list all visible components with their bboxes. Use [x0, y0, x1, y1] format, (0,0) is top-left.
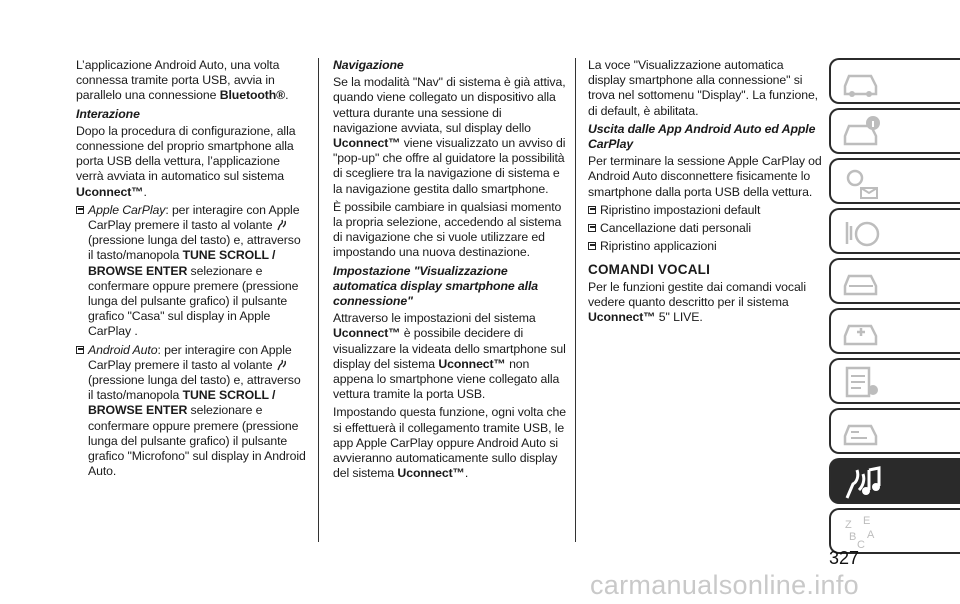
watermark: carmanualsonline.info [590, 570, 859, 600]
car-dashboard-icon [841, 64, 881, 100]
bullet-icon [588, 242, 596, 250]
car-specs-icon [841, 414, 881, 450]
bullet-icon [76, 346, 84, 354]
page-number: 327 [829, 548, 860, 568]
tab-starting-driving[interactable] [829, 258, 960, 304]
voice-command-icon [276, 359, 288, 371]
svg-text:A: A [867, 529, 875, 541]
voice-command-icon [276, 219, 288, 231]
subheading: Interazione [76, 106, 140, 121]
paragraph: Attraverso le impostazioni del sistema Uconnect™ è possibile decidere di visualizzare la videata dello smartphone sul display del sistema Uconnect™ non appena lo smartphone viene collegato alla vettura tramite la porta USB. [333, 311, 566, 402]
tab-servicing[interactable] [829, 358, 960, 404]
svg-text:C: C [857, 539, 865, 550]
paragraph: Dopo la procedura di configurazione, alla connessione del proprio smartphone alla porta USB della vettura, l’applicazione verrà avviata in automatico sul sistema Uconnect™. [76, 123, 296, 199]
section-title: COMANDI VOCALI [588, 262, 711, 278]
car-info-icon [841, 114, 881, 150]
paragraph: La voce "Visualizzazione automatica display smartphone alla connessione" si trova nel sottomenu "Display". La funzione, di default, è abilitata. [588, 58, 819, 118]
tab-getting-to-know[interactable] [829, 108, 960, 154]
tab-technical-data[interactable] [829, 408, 960, 454]
subheading: Uscita dalle App Android Auto ed Apple CarPlay [588, 121, 816, 152]
text-column-1 [76, 58, 308, 482]
list-item: Android Auto: per interagire con Apple CarPlay premere il tasto al volante (pressione lunga del tasto) e, attraverso il tasto/manopola TUNE SCROLL / BROWSE ENTER selezionare e confermare oppure premere (pressione lunga del pulsante grafico) il pulsante grafico "Microfono" sul display in Android Auto. [76, 343, 308, 480]
warning-light-icon [841, 164, 881, 200]
column-divider [318, 58, 319, 542]
paragraph: L’applicazione Android Auto, una volta connessa tramite porta USB, avvia in parallelo una connessione Bluetooth®. [76, 58, 289, 103]
list-item: Cancellazione dati personali [588, 221, 824, 236]
tab-multimedia[interactable] [829, 458, 960, 504]
car-emergency-icon [841, 314, 881, 350]
alphabet-index-icon [841, 514, 881, 550]
tab-warning-lights[interactable] [829, 158, 960, 204]
list-item: Apple CarPlay: per interagire con Apple CarPlay premere il tasto al volante (pressione lunga del tasto) e, attraverso il tasto/manopola TUNE SCROLL / BROWSE ENTER selezionare e confermare oppure premere (pressione lunga del pulsante grafico) il pulsante grafico "Casa" sul display in Apple CarPlay . [76, 203, 308, 340]
paragraph: È possibile cambiare in qualsiasi momento la propria selezione, accedendo al sistema di navigazione che si vuole utilizzare ed impostando una nuova destinazione. [333, 199, 562, 260]
svg-text:E: E [863, 515, 871, 527]
svg-text:B: B [849, 531, 857, 543]
multimedia-icon [841, 464, 885, 502]
car-driving-icon [841, 264, 881, 300]
tab-emergency[interactable] [829, 308, 960, 354]
paragraph: Impostando questa funzione, ogni volta che si effettuerà il collegamento tramite USB, le app Apple CarPlay oppure Android Auto si avvieranno automaticamente sullo display del sistema Uconnect™. [333, 405, 567, 481]
steering-wheel-icon [841, 214, 881, 250]
subheading: Navigazione [333, 58, 404, 72]
column-divider [575, 58, 576, 542]
list-item: Ripristino applicazioni [588, 239, 824, 254]
text-column-3 [588, 58, 824, 328]
service-checklist-icon [841, 364, 881, 400]
paragraph: Per le funzioni gestite dai comandi vocali vedere quanto descritto per il sistema Uconnect™ 5" LIVE. [588, 279, 806, 325]
bullet-icon [76, 206, 84, 214]
bullet-icon [588, 224, 596, 232]
tab-safety[interactable] [829, 208, 960, 254]
paragraph: Per terminare la sessione Apple CarPlay od Android Auto disconnettere fisicamente lo smartphone dalla porta USB della vettura. [588, 154, 822, 199]
tab-vehicle-overview[interactable] [829, 58, 960, 104]
paragraph: Se la modalità "Nav" di sistema è già attiva, quando viene collegato un dispositivo alla vettura durante una sessione di navigazione avviata, sul display dello Uconnect™ viene visualizzato un avviso di "pop-up" che offre al guidatore la possibilità di scegliere tra la navigazione di sistema e la navigazione gestita dallo smartphone. [333, 75, 566, 196]
svg-text:Z: Z [845, 519, 852, 531]
list-item: Ripristino impostazioni default [588, 203, 824, 218]
subheading: Impostazione "Visualizzazione automatica display smartphone alla connessione" [333, 263, 539, 309]
text-column-2 [333, 58, 567, 484]
bullet-icon [588, 206, 596, 214]
